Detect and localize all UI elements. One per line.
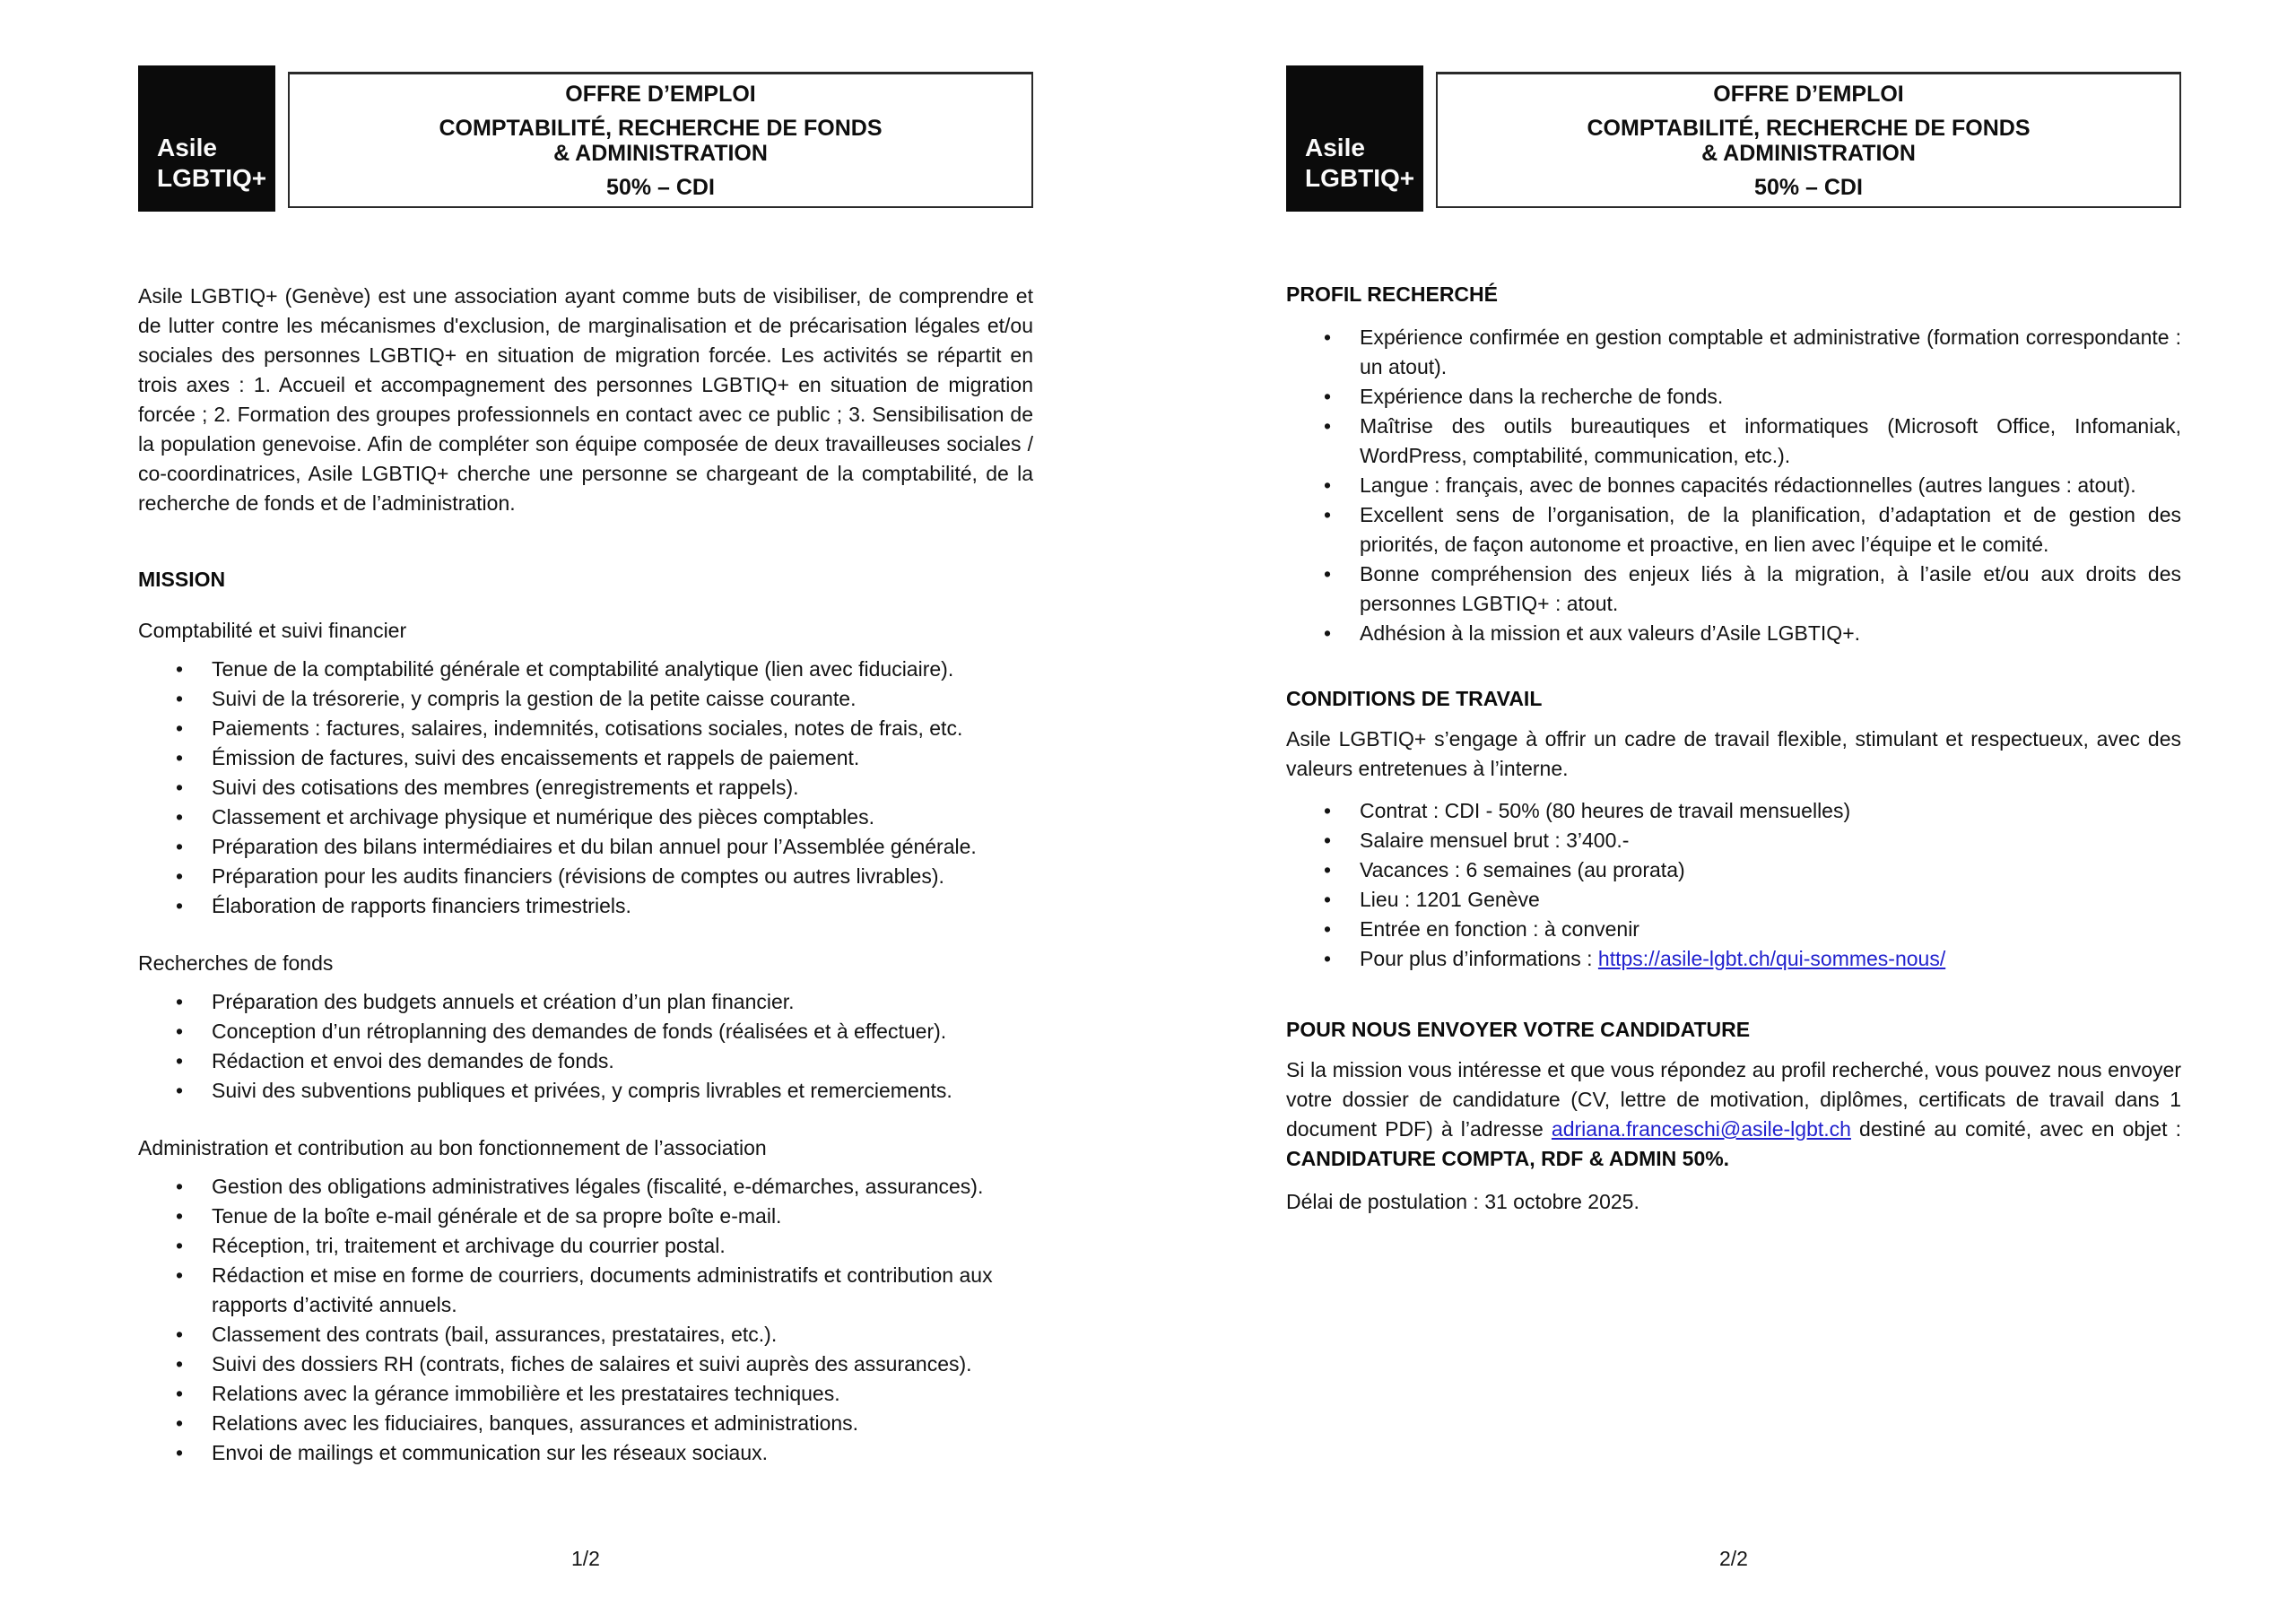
page-number-1: 1/2 [571,1547,600,1570]
list-item [1360,944,2181,974]
subheading-comptabilite: Comptabilité et suivi financier [138,619,407,642]
candidature-heading: POUR NOUS ENVOYER VOTRE CANDIDATURE [1286,1018,1751,1041]
list-item: • Préparation des bilans intermédiaires et du bilan annuel pour l’Assemblée générale. [212,832,1033,862]
conditions-intro-paragraph: Asile LGBTIQ+ s’engage à offrir un cadre de travail flexible, stimulant et respectueux, avec des valeurs entretenues à l’interne. [1286,727,2181,780]
list-item: • Gestion des obligations administratives légales (fiscalité, e-démarches, assurances). [212,1172,1033,1202]
list-item: • Excellent sens de l’organisation, de la planification, d’adaptation et de gestion des priorités, de façon autonome et proactive, en lien avec l’équipe et le comité. [1360,500,2181,560]
list-item: • Expérience dans la recherche de fonds. [1360,382,2181,412]
list-item: • Classement et archivage physique et numérique des pièces comptables. [212,803,1033,832]
deadline-paragraph: Délai de postulation : 31 octobre 2025. [1286,1190,1639,1213]
administration-bullet-list [138,1172,1033,1468]
list-item: • Langue : français, avec de bonnes capacités rédactionnelles (autres langues : atout). [1360,471,2181,500]
page-2 [1148,0,2296,1623]
mission-heading: MISSION [138,568,226,591]
list-item: • Lieu : 1201 Genève [1360,885,2181,915]
list-item: • Expérience confirmée en gestion comptable et administrative (formation correspondante : un atout). [1360,323,2181,382]
list-item: • Vacances : 6 semaines (au prorata) [1360,855,2181,885]
list-item: • Adhésion à la mission et aux valeurs d’Asile LGBTIQ+. [1360,619,2181,648]
subheading-recherches-fonds: Recherches de fonds [138,951,334,975]
list-item: • Préparation des budgets annuels et création d’un plan financier. [212,987,1033,1017]
logo-text-line2: LGBTIQ+ [157,164,267,192]
list-item: • Relations avec les fiduciaires, banques, assurances et administrations. [212,1409,1033,1438]
asile-lgbtiq-logo [1286,65,1423,212]
list-item: • Rédaction et envoi des demandes de fonds. [212,1046,1033,1076]
candidature-paragraph [1286,1055,2181,1174]
contract-label: 50% – CDI [1754,174,1863,200]
association-intro-paragraph: Asile LGBTIQ+ (Genève) est une association ayant comme buts de visibiliser, de comprendre et de lutter contre les mécanismes d'exclusion, de marginalisation et de précarisation légales et/ou sociales des personnes LGBTIQ+ en situation de migration forcée. Les activités se répartit en trois axes : 1. Accueil et accompagnement des personnes LGBTIQ+ en situation de migration forcée ; 2. Formation des groupes professionnels en contact avec ce public ; 3. Sensibilisation de la population genevoise. Afin de compléter son équipe composée de deux travailleuses sociales / co-coordinatrices, Asile LGBTIQ+ cherche une personne se chargeant de la comptabilité, de la recherche de fonds et de l’administration. [138,284,1033,515]
list-item: • Élaboration de rapports financiers trimestriels. [212,891,1033,921]
list-item: • Paiements : factures, salaires, indemnités, cotisations sociales, notes de frais, etc. [212,714,1033,743]
subheading-administration: Administration et contribution au bon fonctionnement de l’association [138,1136,767,1159]
text-segment: destiné au comité, avec en objet : [1850,1117,2181,1141]
document-title-box [288,72,1033,208]
list-item: • Envoi de mailings et communication sur les réseaux sociaux. [212,1438,1033,1468]
page1-header [138,65,1033,212]
text-segment: Pour plus d’informations : [1360,947,1598,970]
job-offer-label: OFFRE D’EMPLOI [1713,81,1904,107]
list-item: • Réception, tri, traitement et archivage du courrier postal. [212,1231,1033,1261]
list-item: • Émission de factures, suivi des encaissements et rappels de paiement. [212,743,1033,773]
list-item: • Préparation pour les audits financiers (révisions de comptes ou autres livrables). [212,862,1033,891]
list-item: • Classement des contrats (bail, assurances, prestataires, etc.). [212,1320,1033,1350]
list-item: • Suivi des cotisations des membres (enregistrements et rappels). [212,773,1033,803]
contract-label: 50% – CDI [606,174,715,200]
document-title-box [1436,72,2181,208]
list-item: • Contrat : CDI - 50% (80 heures de travail mensuelles) [1360,796,2181,826]
job-title-line1: COMPTABILITÉ, RECHERCHE DE FONDS [439,115,883,141]
profil-heading: PROFIL RECHERCHÉ [1286,282,1498,306]
list-item: • Tenue de la comptabilité générale et comptabilité analytique (lien avec fiduciaire). [212,655,1033,684]
list-item: • Maîtrise des outils bureautiques et informatiques (Microsoft Office, Infomaniak, WordPress, comptabilité, communication, etc.). [1360,412,2181,471]
job-title-line2: & ADMINISTRATION [553,140,768,166]
list-item: • Entrée en fonction : à convenir [1360,915,2181,944]
logo-text-line1: Asile [157,134,217,161]
list-item: • Bonne compréhension des enjeux liés à la migration, à l’asile et/ou aux droits des personnes LGBTIQ+ : atout. [1360,560,2181,619]
comptabilite-bullet-list [138,655,1033,921]
url-link[interactable]: https://asile-lgbt.ch/qui-sommes-nous/ [1597,947,1946,970]
list-item: • Suivi des dossiers RH (contrats, fiches de salaires et suivi auprès des assurances). [212,1350,1033,1379]
page-number-2: 2/2 [1719,1547,1748,1570]
email-link[interactable]: adriana.franceschi@asile-lgbt.ch [1551,1117,1851,1141]
list-item: • Suivi des subventions publiques et privées, y compris livrables et remerciements. [212,1076,1033,1106]
job-offer-label: OFFRE D’EMPLOI [565,81,756,107]
conditions-bullet-list [1286,796,2181,974]
profil-bullet-list [1286,323,2181,648]
list-item: • Conception d’un rétroplanning des demandes de fonds (réalisées et à effectuer). [212,1017,1033,1046]
recherches-fonds-bullet-list [138,987,1033,1106]
job-title-line1: COMPTABILITÉ, RECHERCHE DE FONDS [1587,115,2031,141]
conditions-heading: CONDITIONS DE TRAVAIL [1286,687,1543,710]
list-item: • Rédaction et mise en forme de courriers, documents administratifs et contribution aux rapports d’activité annuels. [212,1261,1033,1320]
logo-text-line1: Asile [1305,134,1365,161]
list-item: • Tenue de la boîte e-mail générale et de sa propre boîte e-mail. [212,1202,1033,1231]
asile-lgbtiq-logo [138,65,275,212]
text-segment: Si la mission vous intéresse et que vous répondez au profil recherché, vous pouvez nous envoyer votre dossier de candidature (CV, lettre de motivation, diplômes, certificats de travail dans 1 document PDF) à l’adresse [1286,1058,2181,1141]
bold-text: CANDIDATURE COMPTA, RDF & ADMIN 50%. [1286,1147,1730,1170]
page2-header [1286,65,2181,212]
job-title-line2: & ADMINISTRATION [1701,140,1916,166]
logo-text-line2: LGBTIQ+ [1305,164,1415,192]
list-item: • Salaire mensuel brut : 3’400.- [1360,826,2181,855]
list-item: • Suivi de la trésorerie, y compris la gestion de la petite caisse courante. [212,684,1033,714]
list-item: • Relations avec la gérance immobilière et les prestataires techniques. [212,1379,1033,1409]
